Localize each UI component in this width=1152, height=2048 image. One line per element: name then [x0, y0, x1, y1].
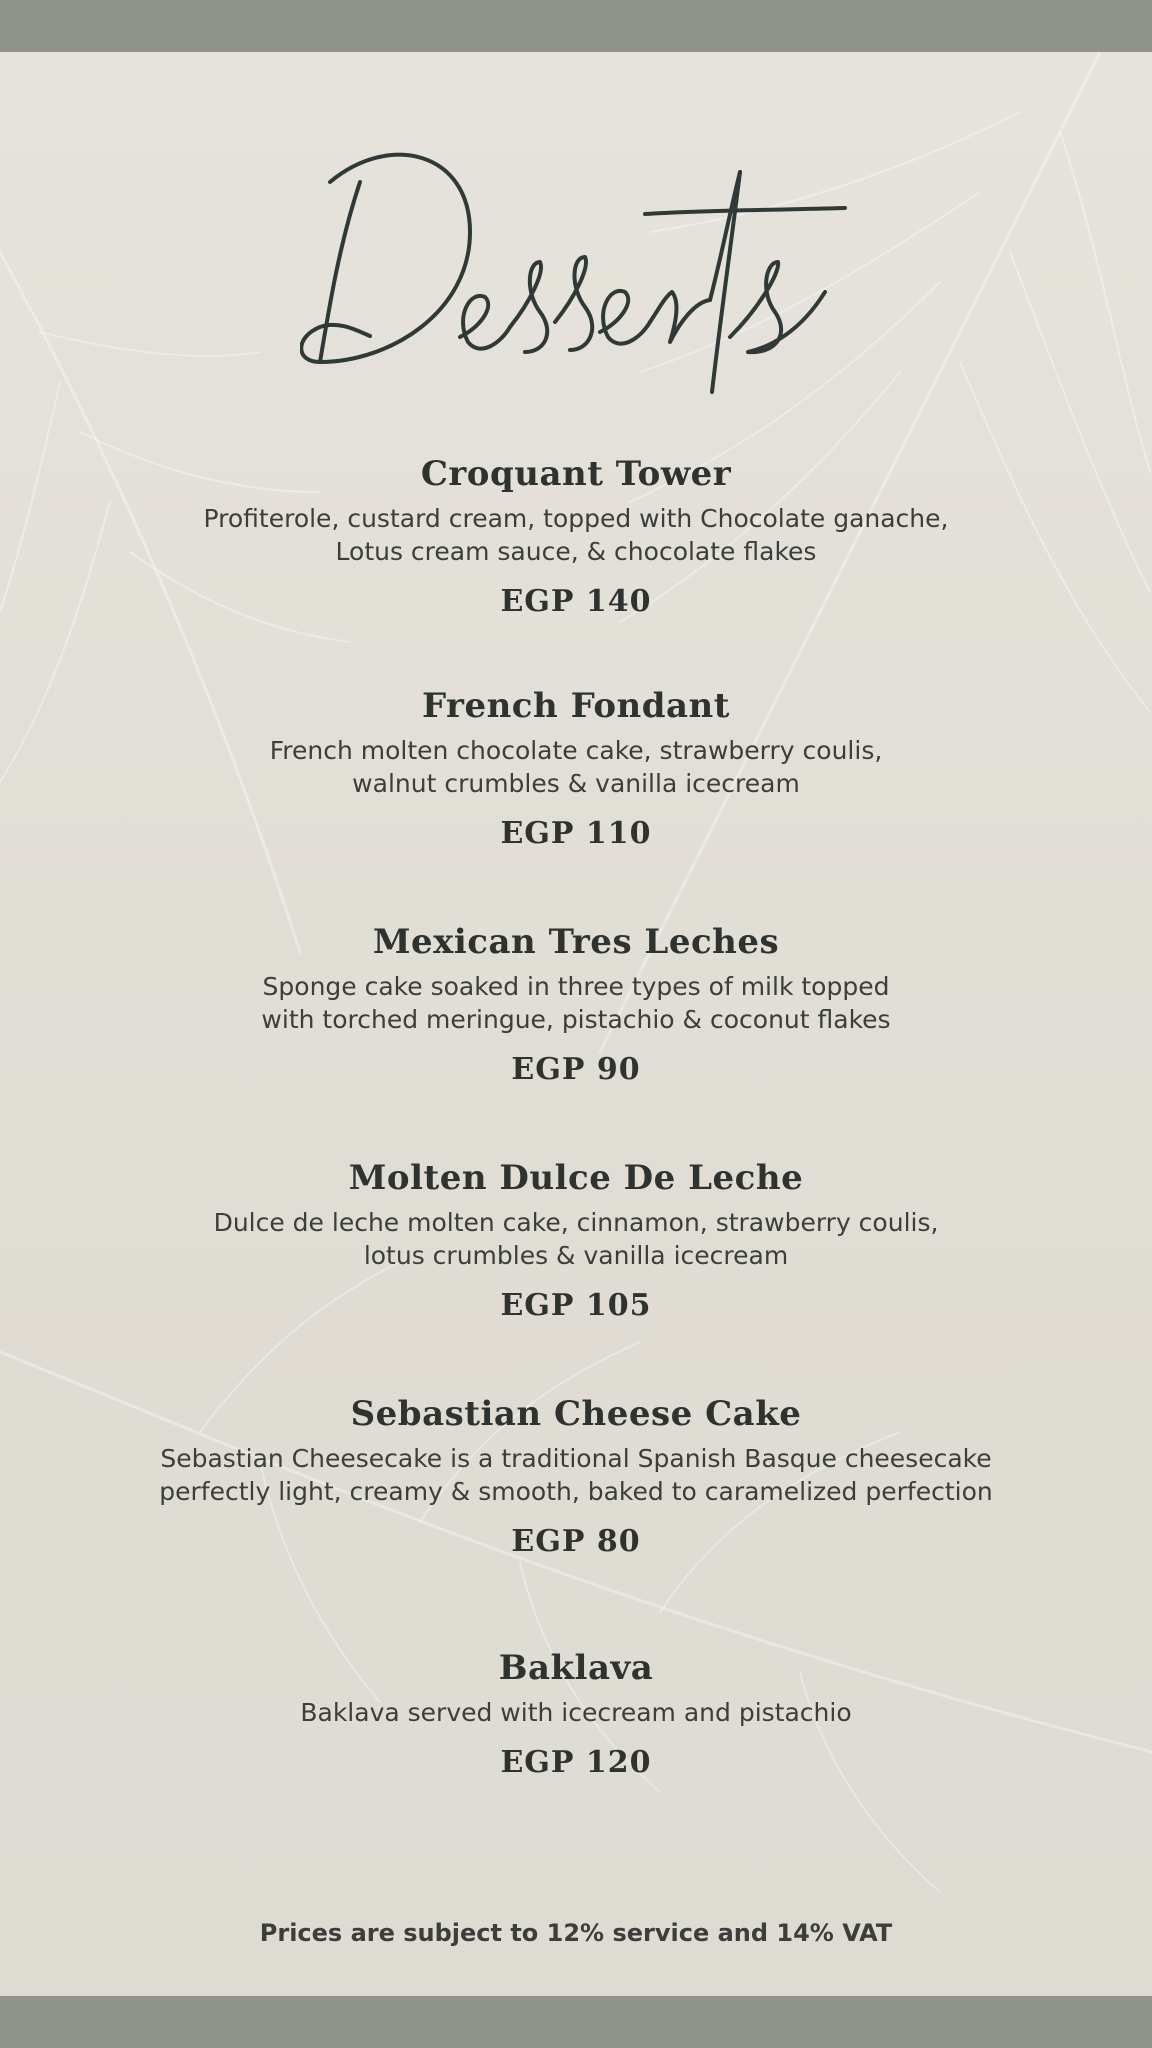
item-description-line: Sebastian Cheesecake is a traditional Spanish Basque cheesecake: [160, 1444, 992, 1473]
item-description: [76, 1696, 1076, 1729]
item-description: [76, 970, 1076, 1036]
menu-title: [300, 122, 860, 422]
item-description-line: walnut crumbles & vanilla icecream: [352, 769, 800, 798]
item-description-line: French molten chocolate cake, strawberry coulis,: [269, 736, 883, 765]
item-description-line: Dulce de leche molten cake, cinnamon, strawberry coulis,: [213, 1208, 939, 1237]
item-description: [76, 734, 1076, 800]
bottom-band: [0, 1996, 1152, 2048]
price-note: Prices are subject to 12% service and 14% VAT: [259, 1919, 893, 1947]
item-name: Baklava: [498, 1648, 654, 1688]
menu-item: [76, 452, 1076, 622]
item-price: EGP 110: [500, 816, 652, 851]
item-name: Croquant Tower: [420, 454, 732, 494]
item-description-line: Lotus cream sauce, & chocolate flakes: [335, 537, 817, 566]
item-description-line: perfectly light, creamy & smooth, baked to caramelized perfection: [159, 1477, 993, 1506]
item-description-line: lotus crumbles & vanilla icecream: [363, 1241, 789, 1270]
item-price: EGP 80: [511, 1524, 641, 1559]
item-description-line: with torched meringue, pistachio & coconut flakes: [261, 1005, 891, 1034]
item-price: EGP 140: [500, 584, 652, 619]
menu-card: [0, 52, 1152, 1996]
menu-item: [76, 920, 1076, 1090]
menu-title-lettering: [300, 122, 860, 422]
item-price: EGP 90: [511, 1052, 641, 1087]
menu-item: [76, 684, 1076, 854]
item-name: Molten Dulce De Leche: [348, 1158, 804, 1198]
item-name: Mexican Tres Leches: [372, 922, 780, 962]
item-description: [76, 502, 1076, 568]
item-description: [76, 1206, 1076, 1272]
item-description-line: Profiterole, custard cream, topped with Chocolate ganache,: [203, 504, 949, 533]
item-description: [76, 1442, 1076, 1508]
item-price: EGP 105: [500, 1288, 652, 1323]
menu-item: [76, 1646, 1076, 1783]
item-description-line: Sponge cake soaked in three types of milk topped: [262, 972, 890, 1001]
item-description-line: Baklava served with icecream and pistachio: [300, 1698, 852, 1727]
item-price: EGP 120: [500, 1745, 652, 1780]
menu-item: [76, 1156, 1076, 1326]
menu-item: [76, 1392, 1076, 1562]
item-name: Sebastian Cheese Cake: [350, 1394, 802, 1434]
top-band: [0, 0, 1152, 52]
item-name: French Fondant: [422, 686, 730, 726]
